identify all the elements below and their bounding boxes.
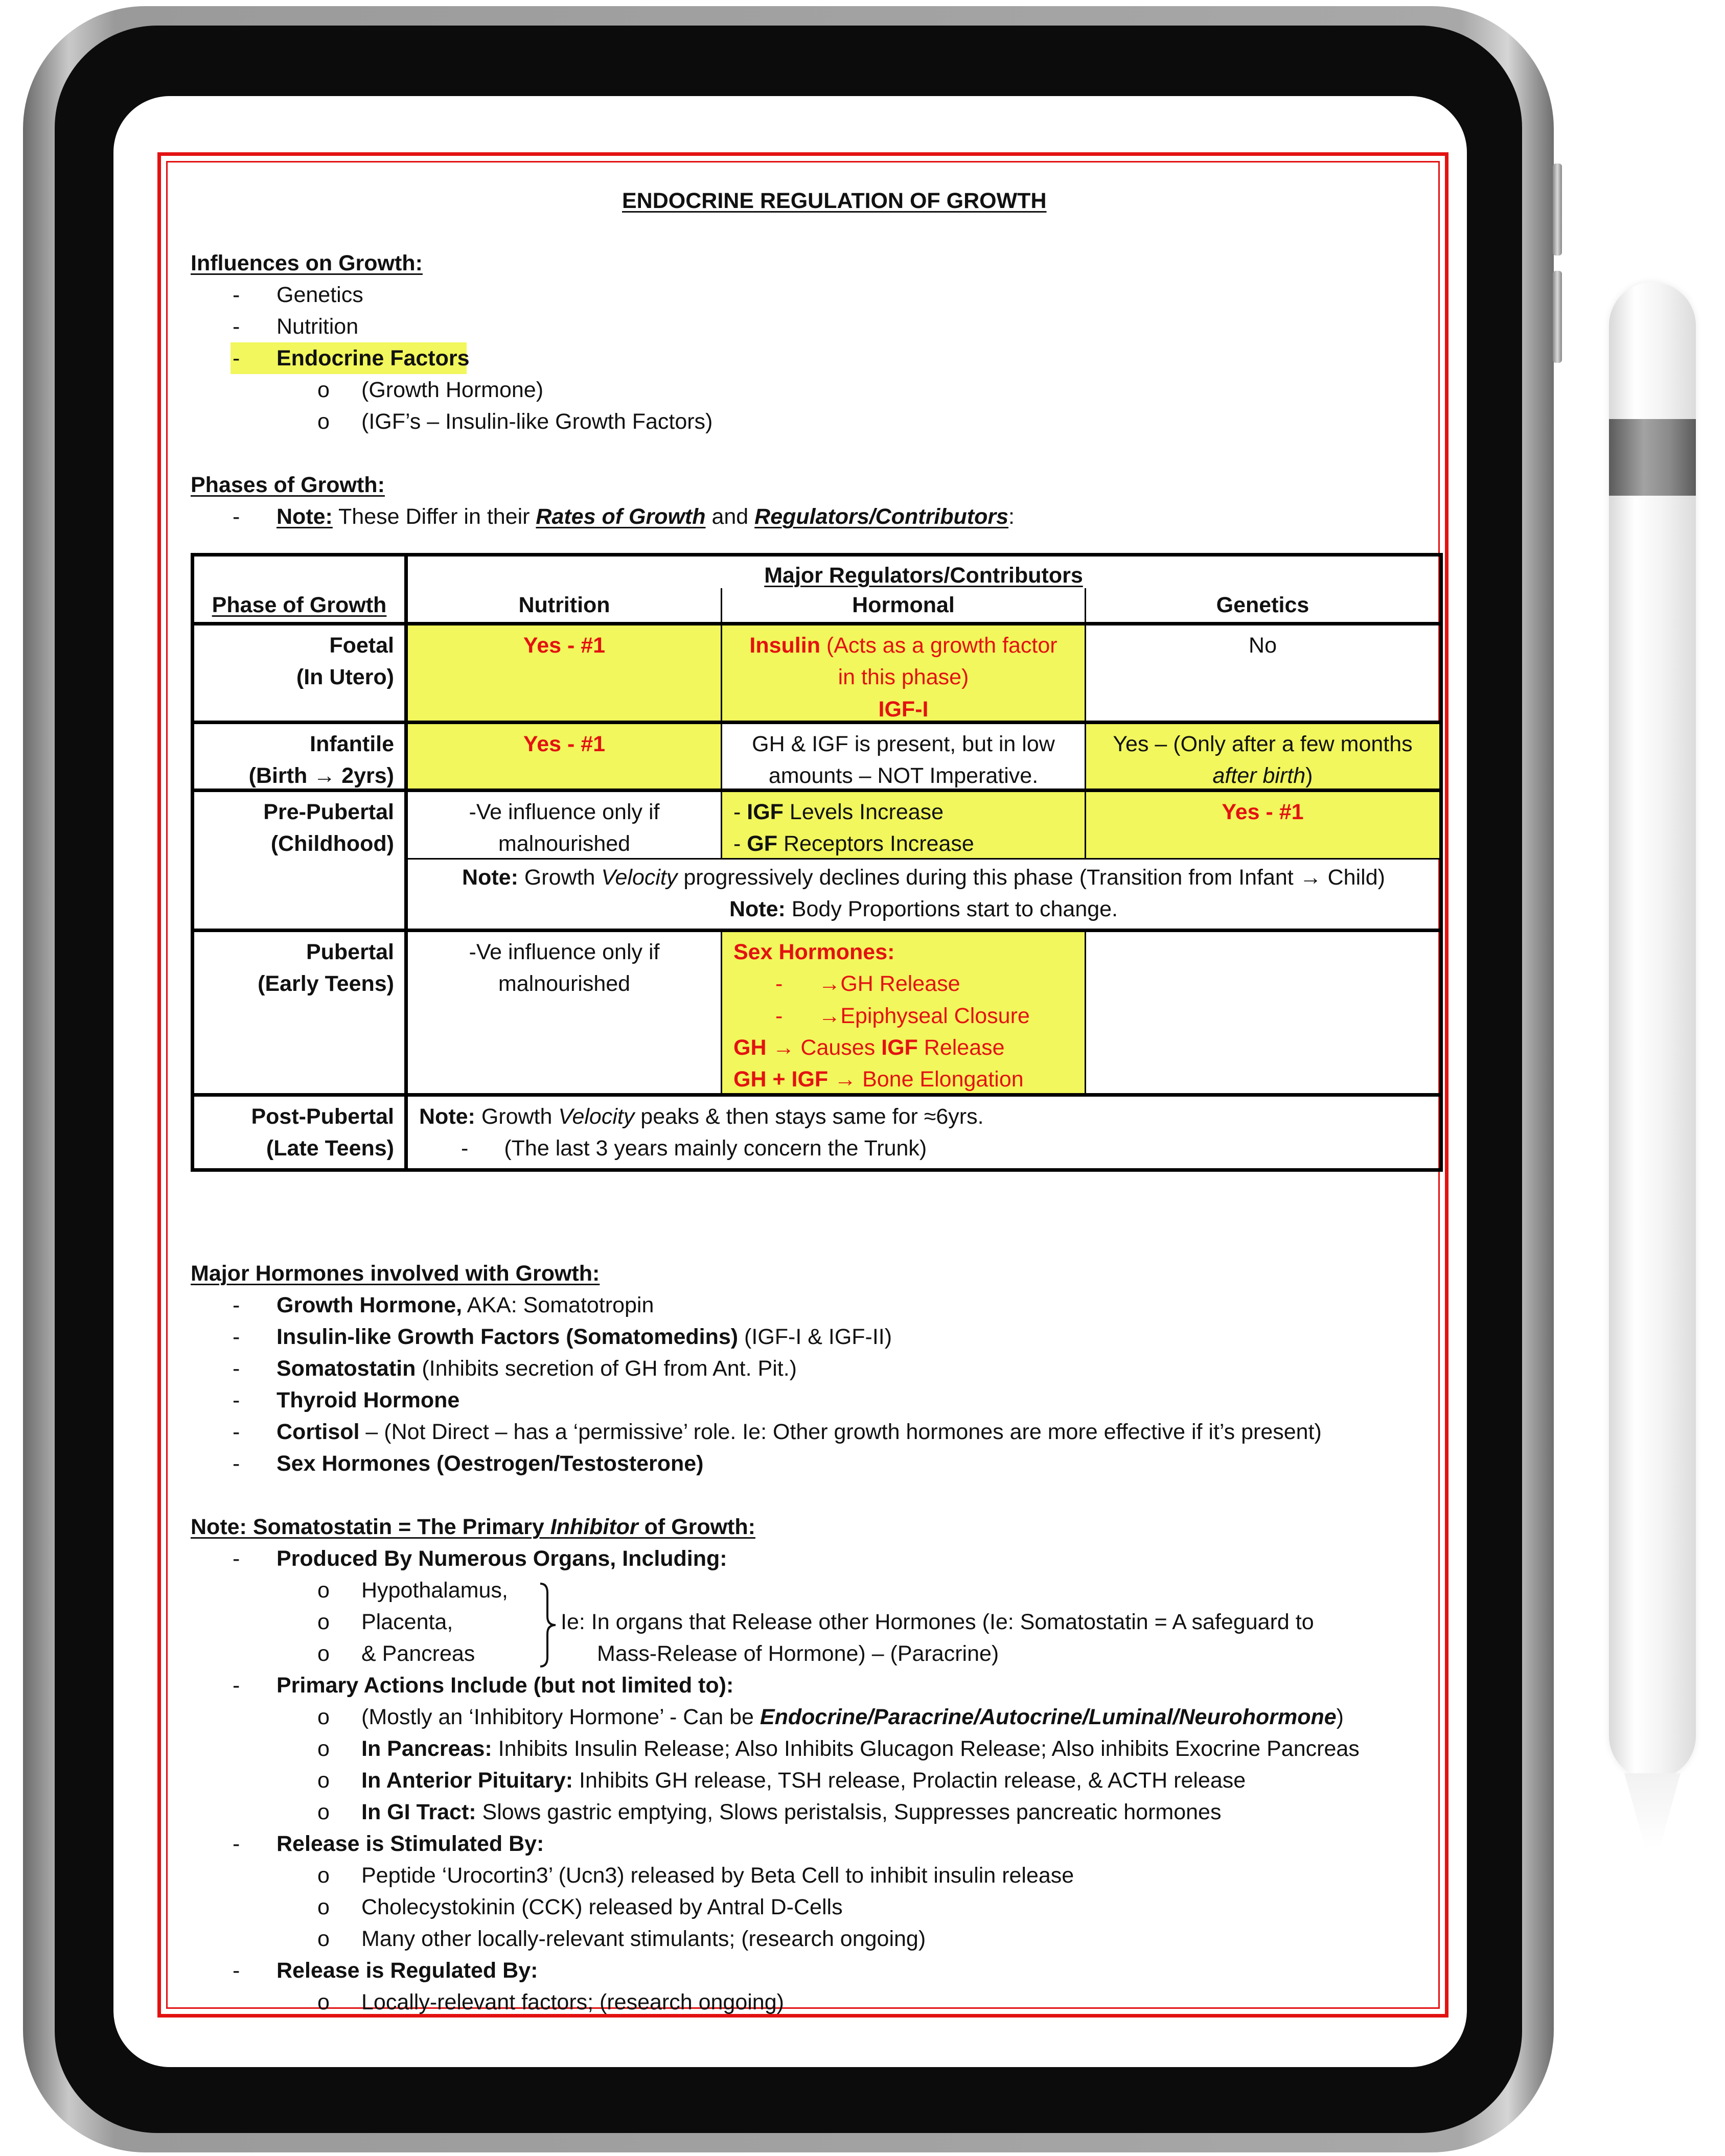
foetal-genetics-cell: No [1249,633,1277,658]
infantile-genetics-cell: Yes – (Only after a few months after birth) [1086,724,1439,789]
page-border [157,152,1448,2018]
bullet-marker: o [317,1800,330,1824]
prepubertal-note-cell: Note: Growth Velocity progressively declines during this phase (Transition from Infant → Child) Note: Body Proportions start to change. [408,858,1439,929]
influence-item-nutrition: Nutrition [277,314,359,339]
influence-sub-growth-hormone: (Growth Hormone) [361,378,544,402]
bullet-marker: o [317,1768,330,1793]
bullet-marker: o [317,1927,330,1951]
influence-sub-igf: (IGF’s – Insulin-like Growth Factors) [361,409,713,434]
influences-heading: Influences on Growth: [191,251,423,275]
table-row-prepubertal [194,792,1439,932]
pubertal-phase-cell: Pubertal (Early Teens) [194,932,408,1093]
regulator-item: Locally-relevant factors; (research ongoing) [361,1990,784,2014]
header-hormonal-cell [722,588,1086,622]
pubertal-hormonal-cell: Sex Hormones: - →GH Release - →Epiphyseal Closure GH → Causes IGF Release GH + IGF → Bone Elongation [722,932,1086,1093]
organ-item: Hypothalamus, [361,1578,508,1603]
postpubertal-phase-cell: Post-Pubertal (Late Teens) [194,1097,408,1168]
infantile-hormonal-cell: GH & IGF is present, but in low amounts – NOT Imperative. [722,724,1086,789]
primary-actions-heading: Primary Actions Include (but not limited to): [277,1673,734,1698]
volume-up-button [1553,164,1562,256]
dash-marker: - [233,1388,240,1412]
stimulant-item: Cholecystokinin (CCK) released by Antral D-Cells [361,1895,843,1919]
hormone-item: Growth Hormone, AKA: Somatotropin [277,1293,654,1317]
header-phase-label: Phase of Growth [212,593,387,617]
organs-note-line-1: Ie: In organs that Release other Hormones (Ie: Somatostatin = A safeguard to [561,1610,1314,1634]
produced-by-heading: Produced By Numerous Organs, Including: [277,1546,727,1571]
table-header-row [194,557,1439,625]
infantile-phase-cell: Infantile (Birth → 2yrs) [194,724,408,789]
header-genetics-label: Genetics [1216,593,1309,617]
bullet-marker: o [317,1578,330,1603]
bullet-marker: o [317,1610,330,1634]
header-hormonal-label: Hormonal [852,593,955,617]
stimulant-item: Many other locally-relevant stimulants; (research ongoing) [361,1927,926,1951]
growth-phase-table [191,553,1443,1172]
stylus-band [1609,419,1696,496]
stylus-pencil [1609,282,1696,1779]
organ-item: & Pancreas [361,1641,475,1666]
dash-marker: - [233,1832,240,1856]
dash-marker: - [233,1325,240,1349]
dash-marker: - [233,1546,240,1571]
pubertal-genetics-cell [1086,932,1439,1093]
phases-heading: Phases of Growth: [191,473,385,497]
hormone-item: Thyroid Hormone [277,1388,460,1412]
dash-marker: - [233,1958,240,1983]
header-major-regulators: Major Regulators/Contributors [764,563,1083,588]
stimulant-item: Peptide ‘Urocortin3’ (Ucn3) released by Beta Cell to inhibit insulin release [361,1863,1074,1888]
dash-marker: - [233,1293,240,1317]
volume-down-button [1553,271,1562,363]
dash-marker: - [233,1420,240,1444]
right-brace-icon [538,1582,559,1668]
major-hormones-heading: Major Hormones involved with Growth: [191,1261,600,1286]
header-genetics-cell [1086,588,1439,622]
bullet-marker: o [317,1895,330,1919]
stimulated-by-heading: Release is Stimulated By: [277,1832,544,1856]
phases-note: Note: These Differ in their Rates of Growth and Regulators/Contributors: [277,504,1015,529]
somatostatin-heading: Note: Somatostatin = The Primary Inhibitor of Growth: [191,1515,755,1539]
bullet-marker: o [317,1705,330,1729]
action-item: In Pancreas: Inhibits Insulin Release; Also Inhibits Glucagon Release; Also inhibits Exocrine Pancreas [361,1736,1360,1761]
influence-item-genetics: Genetics [277,283,363,307]
dash-marker: - [233,1356,240,1381]
action-item: (Mostly an ‘Inhibitory Hormone’ - Can be Endocrine/Paracrine/Autocrine/Luminal/Neurohormone) [361,1705,1344,1729]
tablet-screen [113,96,1467,2067]
table-row-pubertal [194,932,1439,1097]
bullet-marker: o [317,1990,330,2014]
hormone-item: Insulin-like Growth Factors (Somatomedins) (IGF-I & IGF-II) [277,1325,892,1349]
bullet-marker: o [317,1641,330,1666]
foetal-nutrition-cell: Yes - #1 [408,625,722,721]
infantile-nutrition-cell: Yes - #1 [408,724,722,789]
header-phase-cell [194,557,408,622]
dash-marker: - [233,1673,240,1698]
action-item: In Anterior Pituitary: Inhibits GH release, TSH release, Prolactin release, & ACTH release [361,1768,1246,1793]
page-title: ENDOCRINE REGULATION OF GROWTH [622,189,1047,213]
table-row-foetal [194,625,1439,724]
dash-marker: - [233,346,240,370]
action-item: In GI Tract: Slows gastric emptying, Slows peristalsis, Suppresses pancreatic hormones [361,1800,1222,1824]
dash-marker: - [233,314,240,339]
prepubertal-genetics-cell: Yes - #1 [1086,792,1439,858]
organs-note-line-2: Mass-Release of Hormone) – (Paracrine) [597,1641,999,1666]
dash-marker: - [233,1451,240,1476]
influence-item-endocrine: Endocrine Factors [277,346,470,370]
table-row-infantile [194,724,1439,792]
bullet-marker: o [317,409,330,434]
hormone-item: Somatostatin (Inhibits secretion of GH from Ant. Pit.) [277,1356,797,1381]
prepubertal-hormonal-cell: - IGF Levels Increase - GF Receptors Increase [722,792,1086,858]
postpubertal-note-cell: Note: Growth Velocity peaks & then stays same for ≈6yrs. - (The last 3 years mainly concern the Trunk) [419,1104,984,1161]
prepubertal-nutrition-cell: -Ve influence only if malnourished [408,792,722,858]
regulated-by-heading: Release is Regulated By: [277,1958,538,1983]
hormone-item: Cortisol – (Not Direct – has a ‘permissive’ role. Ie: Other growth hormones are more effective if it’s present) [277,1420,1322,1444]
header-nutrition-label: Nutrition [518,593,610,617]
foetal-hormonal-cell: Insulin (Acts as a growth factor in this phase) IGF-I [722,625,1086,721]
bullet-marker: o [317,378,330,402]
bullet-marker: o [317,1863,330,1888]
prepubertal-phase-cell: Pre-Pubertal (Childhood) [194,792,408,929]
foetal-phase-cell: Foetal (In Utero) [194,625,408,721]
table-row-postpubertal [194,1097,1439,1168]
dash-marker: - [233,504,240,529]
pubertal-nutrition-cell: -Ve influence only if malnourished [408,932,722,1093]
organ-item: Placenta, [361,1610,453,1634]
stylus-tip [1624,1773,1681,1850]
bullet-marker: o [317,1736,330,1761]
hormone-item: Sex Hormones (Oestrogen/Testosterone) [277,1451,704,1476]
header-nutrition-cell [408,588,722,622]
dash-marker: - [233,283,240,307]
